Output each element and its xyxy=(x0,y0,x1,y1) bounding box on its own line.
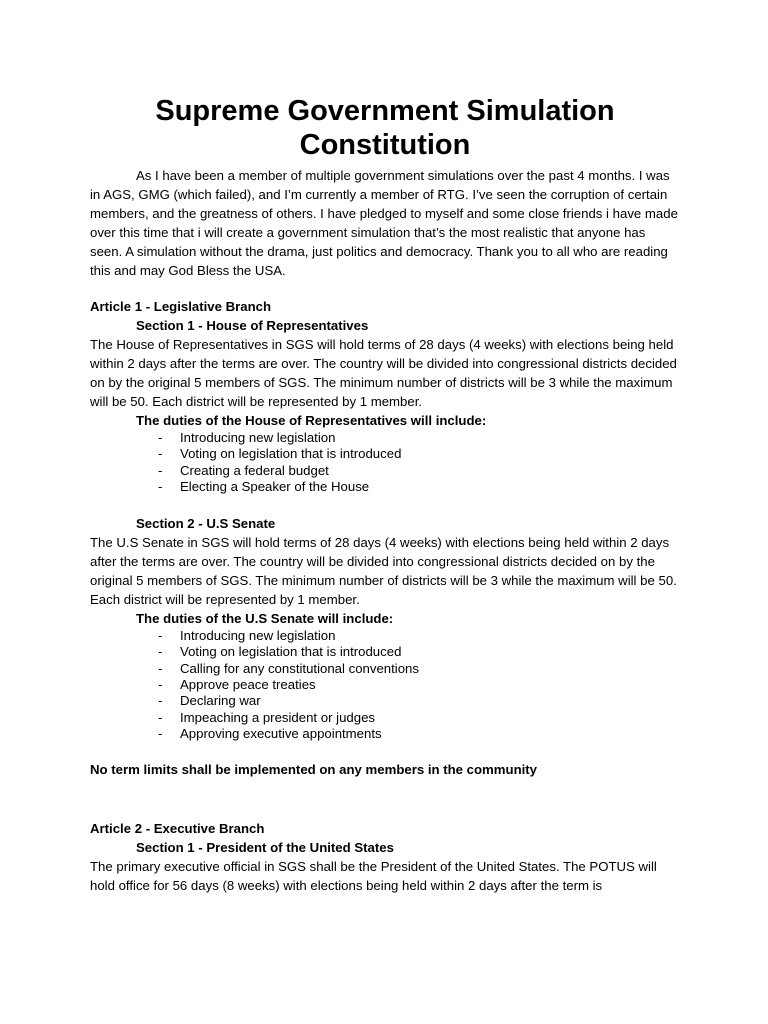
list-dash: - xyxy=(158,693,163,709)
list-dash: - xyxy=(158,446,163,462)
article-2-heading: Article 2 - Executive Branch xyxy=(90,821,265,837)
list-item: - Approve peace treaties xyxy=(158,677,316,693)
document-title: Supreme Government Simulation Constitution xyxy=(155,95,615,161)
list-dash: - xyxy=(158,677,163,693)
article-1-section-1-body: The House of Representatives in SGS will hold terms of 28 days (4 weeks) with elections being held within 2 days after the terms are over. The country will be divided into congressional districts decided on by the original 5 members of SGS. The minimum number of districts will be 3 while the maximum will be 50. Each district will be represented by 1 member. xyxy=(90,337,677,409)
senate-duties-heading: The duties of the U.S Senate will include: xyxy=(136,611,394,627)
article-2-section-1-heading: Section 1 - President of the United States xyxy=(136,840,394,856)
house-duties-list xyxy=(90,430,680,495)
list-item: - Calling for any constitutional conventions xyxy=(158,660,419,676)
article-2-section-1-body: The primary executive official in SGS shall be the President of the United States. The POTUS will hold office for 56 days (8 weeks) with elections being held within 2 days after the term is xyxy=(90,859,657,894)
list-dash: - xyxy=(158,430,163,445)
article-1-section-1-heading: Section 1 - House of Representatives xyxy=(136,318,369,333)
list-item: - Impeaching a president or judges xyxy=(158,709,376,725)
house-duties-heading: The duties of the House of Representatives will include: xyxy=(136,413,487,428)
list-item: - Approving executive appointments xyxy=(158,725,382,741)
list-dash: - xyxy=(158,462,163,478)
list-dash: - xyxy=(158,478,163,494)
list-dash: - xyxy=(158,644,163,660)
list-item: - Voting on legislation that is introduced xyxy=(158,644,402,660)
list-item: - Introducing new legislation xyxy=(158,628,336,644)
list-item: - Declaring war xyxy=(158,693,261,709)
list-item: - Electing a Speaker of the House xyxy=(158,478,370,494)
list-item: - Creating a federal budget xyxy=(158,462,329,478)
list-dash: - xyxy=(158,709,163,725)
article-1-section-2-heading: Section 2 - U.S Senate xyxy=(136,516,276,532)
list-dash: - xyxy=(158,660,163,676)
intro-paragraph: As I have been a member of multiple government simulations over the past 4 months. I was in AGS, GMG (which failed), and I’m currently a member of RTG. I’ve seen the corruption of certain members, and the greatness of others. I have pledged to myself and some close friends i have made over this time that i will create a government simulation that’s the most realistic that anyone has seen. A simulation without the drama, just politics and democracy. Thank you to all who are reading this and may God Bless the USA. xyxy=(90,168,678,278)
term-limits-statement: No term limits shall be implemented on any members in the community xyxy=(90,762,538,778)
senate-duties-list xyxy=(90,628,680,742)
document-page xyxy=(90,94,680,895)
list-item: - Introducing new legislation xyxy=(158,430,336,445)
list-item: - Voting on legislation that is introduced xyxy=(158,446,402,462)
list-dash: - xyxy=(158,628,163,644)
list-dash: - xyxy=(158,725,163,741)
article-1-heading: Article 1 - Legislative Branch xyxy=(90,299,272,314)
article-1-section-2-body: The U.S Senate in SGS will hold terms of 28 days (4 weeks) with elections being held within 2 days after the terms are over. The country will be divided into congressional districts decided on by the original 5 members of SGS. The minimum number of districts will be 3 while the maximum will be 50. Each district will be represented by 1 member. xyxy=(90,535,677,608)
